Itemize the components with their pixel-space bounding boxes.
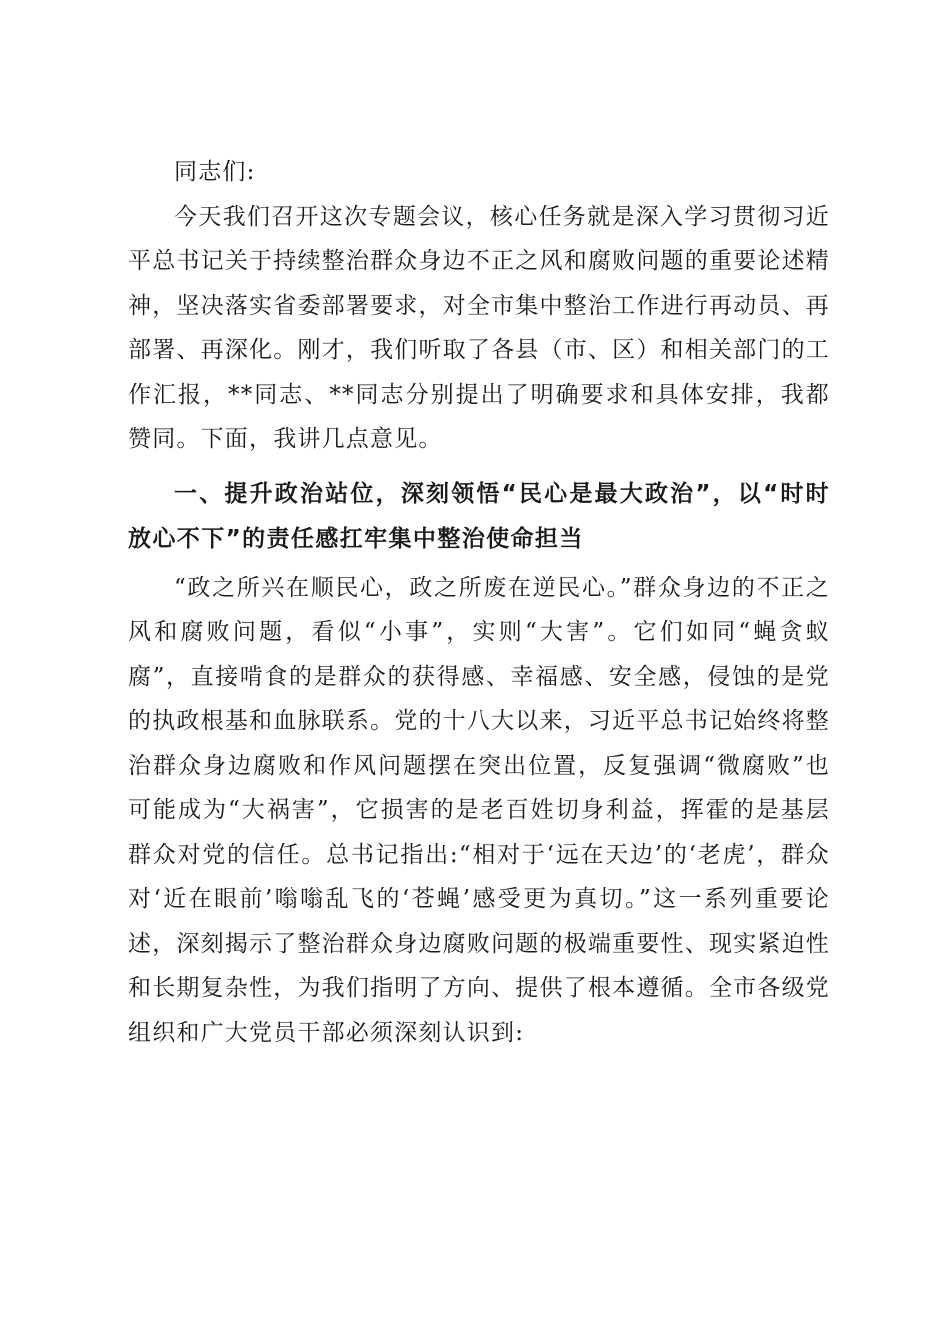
greeting: 同志们: (174, 159, 256, 185)
section-1-heading: 一、提升政治站位，深刻领悟“民心是最大政治”，以“时时放心不下”的责任感扛牢集中整治使命担当 (128, 480, 830, 552)
document-page (128, 150, 830, 1055)
section-1-paragraph: “政之所兴在顺民心，政之所废在逆民心。”群众身边的不正之风和腐败问题，看似“小事”，实则“大害”。它们如同“蝇贪蚁腐”，直接啃食的是群众的获得感、幸福感、安全感，侵蚀的是党的执政根基和血脉联系。党的十八大以来，习近平总书记始终将整治群众身边腐败和作风问题摆在突出位置，反复强调“微腐败”也可能成为“大祸害”，它损害的是老百姓切身利益，挥霍的是基层群众对党的信任。总书记指出:“相对于‘远在天边’的‘老虎’，群众对‘近在眼前’嗡嗡乱飞的‘苍蝇’感受更为真切。”这一系列重要论述，深刻揭示了整治群众身边腐败问题的极端重要性、现实紧迫性和长期复杂性，为我们指明了方向、提供了根本遵循。全市各级党组织和广大党员干部必须深刻认识到: (128, 574, 830, 1046)
intro-paragraph: 今天我们召开这次专题会议，核心任务就是深入学习贯彻习近平总书记关于持续整治群众身边不正之风和腐败问题的重要论述精神，坚决落实省委部署要求，对全市集中整治工作进行再动员、再部署、再深化。刚才，我们听取了各县（市、区）和相关部门的工作汇报，**同志、**同志分别提出了明确要求和具体安排，我都赞同。下面，我讲几点意见。 (128, 203, 830, 452)
